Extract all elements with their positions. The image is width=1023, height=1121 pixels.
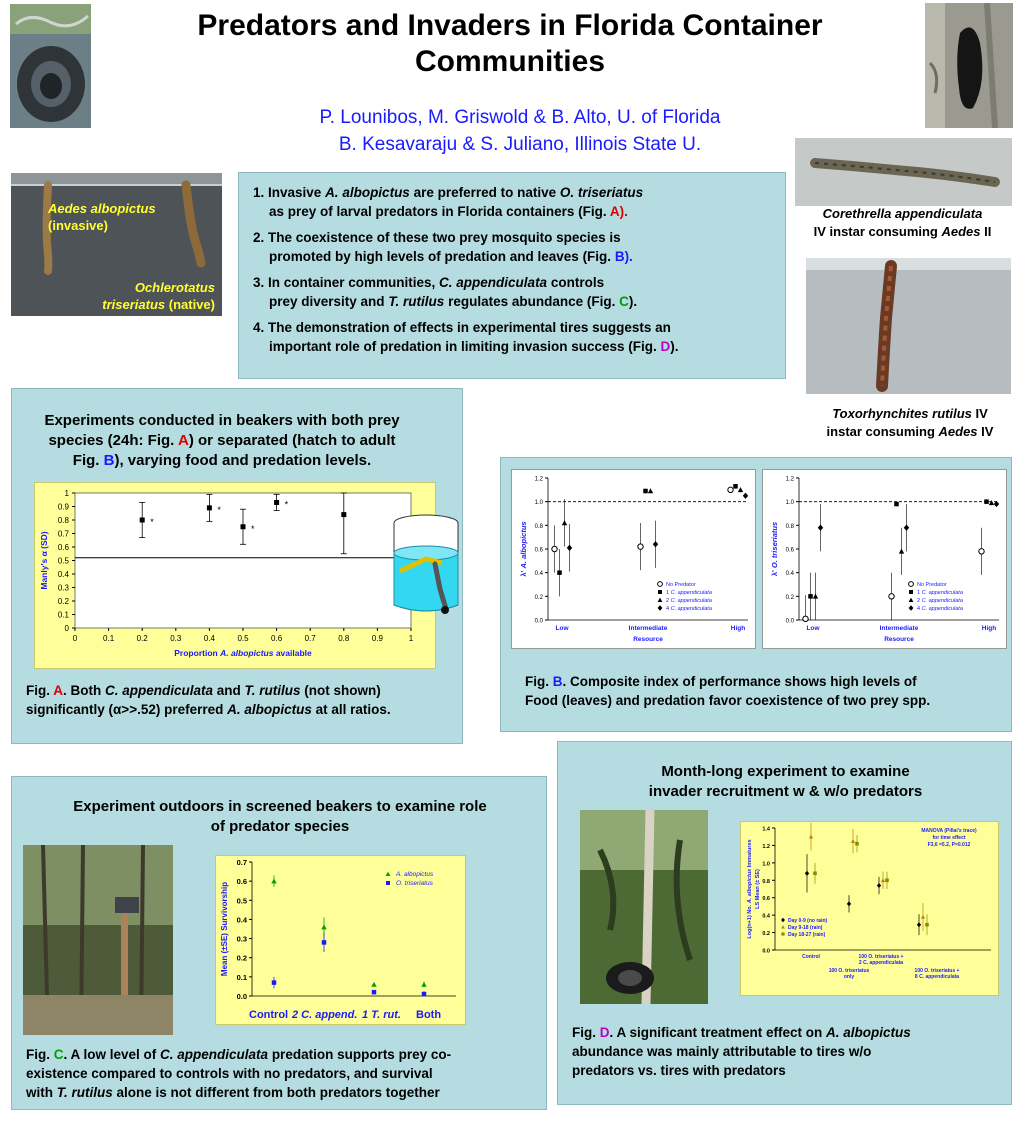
fig-c-label-control: Control — [249, 1009, 289, 1021]
fig-b1-ytick-label: 0.2 — [534, 594, 543, 601]
fig-b1-chart — [511, 469, 756, 649]
fig-b2-point — [808, 594, 813, 599]
fig-b2-xlabel: Resource — [884, 636, 914, 643]
authors-line-1: P. Lounibos, M. Griswold & B. Alto, U. of Florida — [319, 107, 721, 128]
fig-a-point — [341, 512, 346, 517]
fig-a-ytick-label: 0.6 — [57, 543, 69, 552]
fig-c-point — [271, 878, 276, 883]
fig-b2-ylabel: λ' O. triseriatus — [770, 521, 779, 577]
fig-b1-point — [648, 488, 653, 493]
fig-b1-ytick-label: 0.4 — [534, 571, 543, 578]
fig-a-significance: * — [217, 504, 221, 515]
fig-c-ytick-label: 0.0 — [236, 992, 247, 1001]
fig-a-ytick-label: 0.7 — [57, 529, 69, 539]
summary-point-1: 1. Invasive A. albopictus are preferred to native O. triseriatus as prey of larval predators in Florida containers (Fig. A). — [253, 185, 644, 219]
fig-d-ytick-label: 0.0 — [762, 948, 770, 955]
fig-d-point — [925, 923, 929, 927]
fig-b2-category-label: High — [981, 625, 997, 632]
label-ochlerotatus: Ochlerotatus — [134, 280, 215, 295]
fig-a-caption: Fig. A. Both C. appendiculata and T. rutilus (not shown) significantly (α>>.52) preferred A. albopictus at all ratios. — [26, 683, 391, 717]
fig-a-xtick-label: 0.8 — [338, 634, 350, 643]
fig-b1-point — [567, 545, 572, 551]
fig-d-ylabel: Log(n+1) No. A. albopictus Immatures — [747, 839, 753, 939]
treehole-photo — [925, 3, 1013, 128]
fig-d-point — [881, 878, 885, 882]
fig-d-annotation: F3,6 =5.2, P=0.012 — [927, 842, 971, 848]
fig-c-point — [371, 982, 376, 987]
fig-b2-legend-marker — [909, 605, 914, 611]
fig-b1-point — [552, 546, 557, 551]
fig-c-label-rut: 1 T. rut. — [362, 1009, 401, 1021]
panel-c-heading: Experiment outdoors in screened beakers to examine role of predator species — [73, 798, 487, 835]
fig-b1-category-label: Low — [555, 625, 569, 632]
fig-b1-point — [557, 570, 562, 575]
fig-d-point — [851, 839, 855, 843]
fig-d-ref: D — [660, 339, 671, 354]
fig-d-legend-label: Day 18-27 (rain) — [788, 932, 826, 938]
fig-d-point — [805, 871, 809, 876]
fig-d-annotation: for time effect — [932, 835, 966, 841]
fig-c-ytick-label: 0.7 — [236, 858, 247, 867]
fig-b1-point — [728, 487, 733, 492]
fig-d-ylabel-2: LS Mean (± SE) — [755, 869, 761, 909]
fig-c-chart — [215, 855, 466, 1025]
fig-c-ytick-label: 0.1 — [236, 972, 247, 982]
fig-a-ytick-label: 0.8 — [57, 516, 69, 525]
fig-c-point — [322, 940, 327, 945]
poster-title: Predators and Invaders in Florida Container Communities — [197, 9, 823, 78]
fig-b2-legend-marker — [909, 598, 914, 602]
fig-a-ytick-label: 0.4 — [57, 570, 69, 579]
summary-point-4: 4. The demonstration of effects in experimental tires suggests an important role of predation in limiting invasion success (Fig. D). — [253, 320, 679, 354]
fig-b1-legend-marker — [658, 590, 662, 594]
fig-d-point — [847, 901, 851, 906]
fig-d-point — [917, 922, 921, 927]
fig-b2-legend-marker — [909, 582, 914, 587]
fig-b1-point — [562, 520, 567, 525]
fig-b1-ytick-label: 0.0 — [534, 618, 543, 625]
fig-b1-xlabel: Resource — [633, 636, 663, 643]
fig-d-caption: Fig. D. A significant treatment effect on A. albopictus abundance was mainly attributable to tires w/o predators vs. tires with predators — [572, 1025, 911, 1078]
fig-a-xtick-label: 0.2 — [136, 634, 148, 643]
summary-panel — [238, 172, 786, 379]
fig-b1-ytick-label: 1.0 — [534, 500, 543, 507]
fig-c-label-both: Both — [416, 1009, 442, 1021]
fig-b1-legend-marker — [658, 598, 663, 602]
fig-d-category-label: only — [843, 974, 855, 980]
toxorhynchites-caption: Toxorhynchites rutilus IV instar consuming Aedes IV — [826, 406, 994, 439]
fig-c-ylabel: Mean (±SE) Survivorship — [220, 881, 229, 977]
fig-a-xtick-label: 0.7 — [304, 634, 316, 643]
fig-a-xtick-label: 0.3 — [170, 634, 182, 643]
fig-a-point — [241, 524, 246, 529]
label-triseriatus: triseriatus — [102, 297, 166, 312]
fig-b2-ytick-label: 0.4 — [785, 571, 794, 578]
fig-b1-ytick-label: 0.8 — [534, 523, 543, 530]
fig-d-chart — [740, 821, 999, 996]
fig-b1-point — [743, 493, 748, 499]
fig-a-xtick-label: 0.9 — [371, 634, 383, 643]
outdoor-beaker-photo — [23, 845, 173, 1035]
fig-c-point — [422, 992, 427, 997]
fig-b2-legend-marker — [909, 590, 913, 594]
fig-b2-ytick-label: 0.8 — [785, 523, 794, 530]
fig-b1-point — [643, 489, 648, 494]
fig-c-legend-marker — [386, 881, 390, 885]
beaker-illustration — [390, 509, 462, 619]
tire-photo — [10, 4, 91, 128]
fig-d-legend-label: Day 9-18 (rain) — [788, 925, 823, 931]
fig-a-xtick-label: 0.1 — [103, 634, 115, 643]
fig-a-xtick-label: 1 — [408, 634, 414, 643]
fig-b1-ytick-label: 1.2 — [534, 476, 543, 483]
fig-b1-legend-marker — [658, 605, 663, 611]
fig-b1-point — [738, 487, 743, 492]
fig-c-point — [372, 990, 377, 995]
fig-b2-legend-label: 4 C. appendiculata — [917, 606, 963, 612]
fig-d-category-label: 8 C. appendiculata — [914, 974, 960, 980]
fig-b2-point — [889, 594, 894, 599]
fig-b2-point — [894, 502, 899, 507]
larvae-photo — [11, 173, 222, 316]
fig-b2-point — [989, 500, 994, 505]
fig-a-significance: * — [284, 499, 289, 510]
fig-d-point — [813, 872, 817, 876]
fig-d-point — [885, 878, 889, 882]
fig-d-ytick-label: 1.0 — [762, 861, 770, 868]
panel-b — [500, 457, 1012, 732]
fig-b1-category-label: High — [730, 625, 746, 632]
fig-d-legend-marker — [781, 925, 785, 929]
fig-b2-point — [818, 525, 823, 531]
fig-a-point — [207, 505, 212, 510]
fig-d-category-label: Control — [802, 954, 820, 960]
fig-a-ref: A — [609, 204, 620, 219]
fig-d-category-label: 100 O. triseriatus + — [914, 968, 960, 974]
fig-d-category-label: 2 C. appendiculata — [858, 960, 904, 966]
fig-d-point — [877, 883, 881, 888]
fig-c-legend-marker — [386, 872, 391, 876]
fig-b2-point — [904, 525, 909, 531]
fig-c-point — [421, 982, 426, 987]
fig-b2-ytick-label: 0.0 — [785, 618, 794, 625]
fig-b-caption: Fig. B. Composite index of performance shows high levels of Food (leaves) and predation favor coexistence of two prey spp. — [525, 674, 931, 708]
fig-a-ytick-label: 1 — [64, 489, 69, 498]
fig-b2-legend-label: No Predator — [917, 582, 947, 588]
fig-b2-category-label: Low — [806, 625, 820, 632]
fig-d-legend-marker — [781, 932, 784, 935]
fig-d-ytick-label: 1.2 — [762, 843, 770, 850]
panel-d-heading: Month-long experiment to examine invader recruitment w & w/o predators — [648, 763, 923, 800]
fig-b1-legend-label: No Predator — [666, 582, 696, 588]
panel-c — [11, 776, 547, 1110]
fig-b2-ytick-label: 1.2 — [785, 476, 794, 483]
authors-line-2: B. Kesavaraju & S. Juliano, Illinois State U. — [338, 134, 702, 155]
fig-a-ytick-label: 0.2 — [57, 597, 69, 606]
panel-d — [557, 741, 1012, 1105]
fig-a-ytick-label: 0 — [64, 624, 69, 633]
fig-b1-ytick-label: 0.6 — [534, 547, 543, 554]
authors — [240, 104, 800, 158]
fig-c-legend-label: A. albopictus — [396, 871, 434, 878]
fig-a-point — [274, 500, 279, 505]
fig-a-significance: * — [150, 517, 154, 527]
fig-a-xlabel: Proportion A. albopictus available — [174, 648, 312, 658]
label-invasive: (invasive) — [48, 218, 108, 233]
fig-a-ytick-label: 0.1 — [57, 610, 69, 620]
toxorhynchites-photo — [806, 258, 1011, 394]
label-aedes-albopictus: Aedes albopictus — [48, 201, 156, 216]
summary-point-2: 2. The coexistence of these two prey mosquito species is promoted by high levels of predation and leaves (Fig. B). — [253, 230, 633, 264]
fig-c-category-labels — [215, 1007, 466, 1027]
fig-c-legend-label: O. triseriatus — [396, 880, 433, 887]
fig-b1-point — [653, 541, 658, 547]
summary-point-3: 3. In container communities, C. appendiculata controls prey diversity and T. rutilus regulates abundance (Fig. C). — [253, 275, 638, 309]
fig-d-annotation: MANOVA (Pillai's trace) — [921, 828, 977, 834]
fig-b2-ytick-label: 0.6 — [785, 547, 794, 554]
fig-c-ytick-label: 0.2 — [236, 953, 247, 963]
fig-d-legend-label: Day 0-9 (no rain) — [788, 918, 828, 924]
fig-b1-legend-label: 4 C. appendiculata — [666, 606, 712, 612]
fig-b2-chart — [762, 469, 1007, 649]
tire-forest-photo — [580, 810, 708, 1004]
fig-a-significance: * — [251, 523, 255, 534]
fig-b2-point — [899, 549, 904, 554]
fig-d-category-label: 100 O. triseriatus + — [858, 954, 904, 960]
fig-b1-category-label: Intermediate — [628, 625, 668, 632]
fig-d-point — [855, 842, 859, 846]
fig-a-xtick-label: 0.4 — [203, 634, 215, 643]
fig-c-ytick-label: 0.4 — [236, 915, 247, 925]
fig-c-ytick-label: 0.6 — [236, 877, 247, 887]
fig-d-legend-marker — [781, 918, 785, 922]
fig-d-ytick-label: 0.2 — [762, 931, 770, 938]
fig-c-ref: C — [619, 294, 629, 309]
fig-d-ytick-label: 0.4 — [762, 913, 770, 920]
fig-b2-ytick-label: 0.2 — [785, 594, 794, 601]
fig-d-ytick-label: 1.4 — [762, 826, 770, 833]
fig-d-ytick-label: 0.8 — [762, 878, 770, 885]
fig-c-point — [321, 924, 326, 929]
corethrella-caption: Corethrella appendiculata IV instar consuming Aedes II — [813, 206, 992, 239]
fig-a-point — [140, 518, 145, 523]
fig-b2-point — [803, 616, 808, 621]
fig-a-ytick-label: 0.3 — [57, 583, 69, 593]
fig-c-point — [272, 980, 277, 985]
fig-a-xtick-label: 0 — [72, 634, 78, 643]
fig-b1-legend-label: 2 C. appendiculata — [666, 598, 712, 604]
fig-b2-category-label: Intermediate — [879, 625, 919, 632]
fig-b1-legend-label: 1 C. appendiculata — [666, 590, 712, 596]
fig-b2-ytick-label: 1.0 — [785, 500, 794, 507]
panel-a — [11, 388, 463, 744]
fig-c-caption: Fig. C. A low level of C. appendiculata predation supports prey co- existence compared to controls with no predators, and survival with T. rutilus alone is not different from both predators together — [26, 1047, 452, 1100]
fig-a-xtick-label: 0.5 — [237, 634, 249, 643]
fig-a-ytick-label: 0.5 — [57, 556, 69, 566]
panel-a-heading: Experiments conducted in beakers with both prey species (24h: Fig. A) or separated (hatch to adult Fig. B), varying food and predation levels. — [44, 412, 400, 469]
fig-c-label-append: 2 C. append. — [292, 1009, 358, 1021]
fig-c-ytick-label: 0.3 — [236, 934, 247, 944]
fig-d-point — [809, 835, 813, 839]
fig-a-xtick-label: 0.6 — [271, 634, 283, 643]
corethrella-photo — [795, 138, 1012, 206]
fig-a-ylabel: Manly's α (SD) — [39, 531, 49, 590]
fig-b2-legend-label: 2 C. appendiculata — [917, 598, 963, 604]
fig-b1-point — [638, 544, 643, 549]
fig-b-ref: B — [614, 249, 625, 264]
fig-b1-point — [733, 484, 738, 489]
fig-b1-ylabel: λ' A. albopictus — [519, 521, 528, 577]
fig-d-point — [921, 915, 925, 919]
fig-d-ytick-label: 0.6 — [762, 896, 770, 903]
fig-b2-legend-label: 1 C. appendiculata — [917, 590, 963, 596]
fig-b2-point — [979, 549, 984, 554]
fig-b1-legend-marker — [658, 582, 663, 587]
fig-c-ytick-label: 0.5 — [236, 896, 247, 906]
fig-d-category-label: 100 O. triseriatus — [828, 968, 870, 974]
fig-a-ytick-label: 0.9 — [57, 502, 69, 512]
label-native: (native) — [168, 297, 215, 312]
fig-b2-point — [984, 499, 989, 504]
fig-a-chart — [34, 482, 436, 669]
fig-b2-point — [813, 594, 818, 599]
